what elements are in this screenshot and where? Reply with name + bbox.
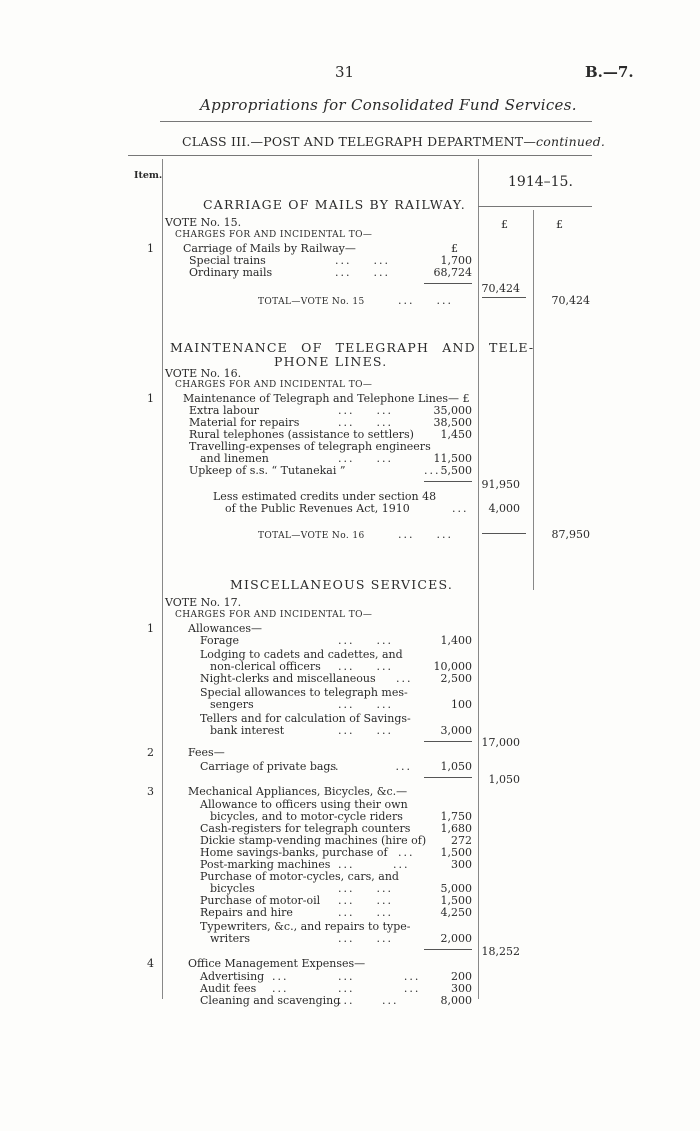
line-amount: 1,700: [440, 254, 472, 267]
subtotal: 17,000: [481, 736, 520, 749]
line-label: Night-clerks and miscellaneous: [200, 672, 376, 685]
line-amount: 1,400: [440, 634, 472, 647]
line-label: Upkeep of s.s. “ Tutanekai ”: [189, 464, 346, 477]
item-number: 3: [147, 785, 154, 798]
line-amount: 1,500: [440, 894, 472, 907]
leader-dots: ... ...: [338, 452, 393, 465]
item-number: 1: [147, 392, 154, 405]
line-label: Special allowances to telegraph mes-: [200, 686, 408, 699]
section-title-railway: CARRIAGE OF MAILS BY RAILWAY.: [203, 197, 466, 212]
line-label: Ordinary mails: [189, 266, 273, 279]
leader-dots: ... ...: [338, 906, 393, 919]
total-label: TOTAL—VOTE No. 15: [258, 297, 365, 307]
line-label: Typewriters, &c., and repairs to type-: [200, 920, 411, 933]
line-amount: 272: [451, 834, 472, 847]
line-label: sengers: [210, 698, 254, 711]
section-title-miscellaneous: MISCELLANEOUS SERVICES.: [230, 577, 453, 592]
title-rule: [160, 121, 592, 122]
table-top-rule: [128, 155, 592, 156]
line-amount: 35,000: [433, 404, 472, 417]
section-title-telegraph-cont: PHONE LINES.: [274, 354, 388, 369]
line-amount: 68,724: [433, 266, 472, 279]
line-amount: 1,500: [440, 846, 472, 859]
sum-rule: [482, 533, 526, 534]
line-label: Purchase of motor-oil: [200, 894, 321, 907]
less-credits-label-cont: of the Public Revenues Act, 1910: [225, 502, 410, 515]
page-number: 31: [335, 63, 355, 81]
sum-rule: [424, 283, 472, 284]
line-label: Cleaning and scavenging: [200, 994, 341, 1007]
subtotal: 1,050: [488, 773, 520, 786]
group-label: Fees—: [188, 746, 225, 759]
charges-heading: CHARGES FOR AND INCIDENTAL TO—: [175, 380, 373, 390]
line-amount: 1,050: [440, 760, 472, 773]
line-label: Lodging to cadets and cadettes, and: [200, 648, 403, 661]
line-amount: 10,000: [433, 660, 472, 673]
line-label: Repairs and hire: [200, 906, 293, 919]
group-label: Maintenance of Telegraph and Telephone Lines— £: [183, 392, 470, 405]
line-label: Tellers and for calculation of Savings-: [200, 712, 411, 725]
line-amount: 3,000: [440, 724, 472, 737]
line-amount: 38,500: [433, 416, 472, 429]
group-label: Carriage of Mails by Railway—: [183, 242, 356, 255]
line-amount: 300: [451, 858, 472, 871]
vote-heading: VOTE No. 15.: [165, 216, 242, 229]
leader-dots: ... ...: [338, 994, 399, 1007]
line-label: and linemen: [200, 452, 269, 465]
line-amount: 100: [451, 698, 472, 711]
total-label: TOTAL—VOTE No. 16: [258, 531, 365, 541]
line-label: Purchase of motor-cycles, cars, and: [200, 870, 399, 883]
line-label: bicycles: [210, 882, 255, 895]
line-label: Home savings-banks, purchase of: [200, 846, 388, 859]
leader-dots: ... ...: [338, 882, 393, 895]
leader-dots: ... ...: [324, 760, 412, 773]
less-credits-label: Less estimated credits under section 48: [213, 490, 437, 503]
line-label: Special trains: [189, 254, 266, 267]
charges-heading: CHARGES FOR AND INCIDENTAL TO—: [175, 230, 373, 240]
line-amount: 5,500: [440, 464, 472, 477]
vote-total: 70,424: [551, 294, 590, 307]
line-amount: 8,000: [440, 994, 472, 1007]
sum-rule: [424, 481, 472, 482]
line-amount: 2,500: [440, 672, 472, 685]
document-reference: B.—7.: [585, 63, 634, 81]
total-column-rule: [533, 210, 534, 590]
item-column-rule: [162, 159, 163, 999]
leader-dots: ... ...: [338, 660, 393, 673]
page-title: Appropriations for Consolidated Fund Services.: [200, 96, 577, 114]
item-column-header: Item.: [134, 170, 163, 181]
leader-dots: ... ... ...: [272, 982, 421, 995]
leader-dots: ...: [424, 464, 441, 477]
item-number: 1: [147, 622, 154, 635]
line-label: Dickie stamp-vending machines (hire of): [200, 834, 427, 847]
subtotal: 91,950: [481, 478, 520, 491]
line-label: Advertising: [200, 970, 265, 983]
item-number: 1: [147, 242, 154, 255]
leader-dots: ... ...: [338, 634, 393, 647]
leader-dots: ... ...: [338, 894, 393, 907]
line-label: Travelling-expenses of telegraph engineers: [189, 440, 431, 453]
year-header: 1914–15.: [508, 174, 573, 190]
leader-dots: ...: [396, 672, 413, 685]
leader-dots: ... ...: [338, 858, 410, 871]
sum-rule: [482, 297, 526, 298]
line-amount: 11,500: [433, 452, 472, 465]
less-credits-amount: 4,000: [488, 502, 520, 515]
pound-header-total: £: [556, 218, 563, 231]
group-label: Allowances—: [188, 622, 262, 635]
sum-rule: [424, 777, 472, 778]
line-label: Carriage of private bags: [200, 760, 337, 773]
line-label: bank interest: [210, 724, 285, 737]
leader-dots: ... ...: [338, 698, 393, 711]
line-label: Cash-registers for telegraph counters: [200, 822, 411, 835]
group-label: Mechanical Appliances, Bicycles, &c.—: [188, 785, 408, 798]
leader-dots: ... ...: [338, 724, 393, 737]
line-label: Audit fees: [200, 982, 257, 995]
line-amount: 1,450: [440, 428, 472, 441]
leader-dots: ... ...: [335, 254, 390, 267]
line-amount: 200: [451, 970, 472, 983]
line-label: bicycles, and to motor-cycle riders: [210, 810, 403, 823]
sum-rule: [424, 949, 472, 950]
item-number: 4: [147, 957, 154, 970]
vote-heading: VOTE No. 16.: [165, 367, 242, 380]
line-label: Allowance to officers using their own: [200, 798, 408, 811]
line-label: Extra labour: [189, 404, 260, 417]
line-label: non-clerical officers: [210, 660, 321, 673]
leader-dots: ... ...: [338, 404, 393, 417]
leader-dots: ...: [452, 502, 469, 515]
leader-dots: ... ...: [338, 932, 393, 945]
line-label: writers: [210, 932, 251, 945]
vote-heading: VOTE No. 17.: [165, 596, 242, 609]
line-label: Rural telephones (assistance to settlers): [189, 428, 414, 441]
line-amount: 5,000: [440, 882, 472, 895]
leader-dots: ... ...: [338, 416, 393, 429]
class-heading: CLASS III.—POST AND TELEGRAPH DEPARTMENT—continued.: [182, 134, 606, 149]
leader-dots: ...: [398, 846, 415, 859]
group-label: Office Management Expenses—: [188, 957, 366, 970]
charges-heading: CHARGES FOR AND INCIDENTAL TO—: [175, 610, 373, 620]
section-title-telegraph: MAINTENANCE OF TELEGRAPH AND TELE-: [170, 340, 535, 355]
sum-rule: [424, 741, 472, 742]
leader-dots: ... ... ...: [272, 970, 421, 983]
pound-sign: £: [451, 242, 458, 255]
line-amount: 1,750: [440, 810, 472, 823]
year-rule: [478, 206, 592, 207]
leader-dots: ... ...: [335, 266, 390, 279]
line-amount: 2,000: [440, 932, 472, 945]
leader-dots: ... ...: [398, 294, 453, 307]
subtotal: 70,424: [481, 282, 520, 295]
subtotal: 18,252: [481, 945, 520, 958]
pound-header: £: [501, 218, 508, 231]
line-label: Forage: [200, 634, 240, 647]
line-label: Material for repairs: [189, 416, 300, 429]
amount-column-rule: [478, 159, 479, 999]
line-label: Post-marking machines: [200, 858, 331, 871]
vote-total: 87,950: [551, 528, 590, 541]
line-amount: 4,250: [440, 906, 472, 919]
line-amount: 1,680: [440, 822, 472, 835]
line-amount: 300: [451, 982, 472, 995]
item-number: 2: [147, 746, 154, 759]
leader-dots: ... ...: [398, 528, 453, 541]
